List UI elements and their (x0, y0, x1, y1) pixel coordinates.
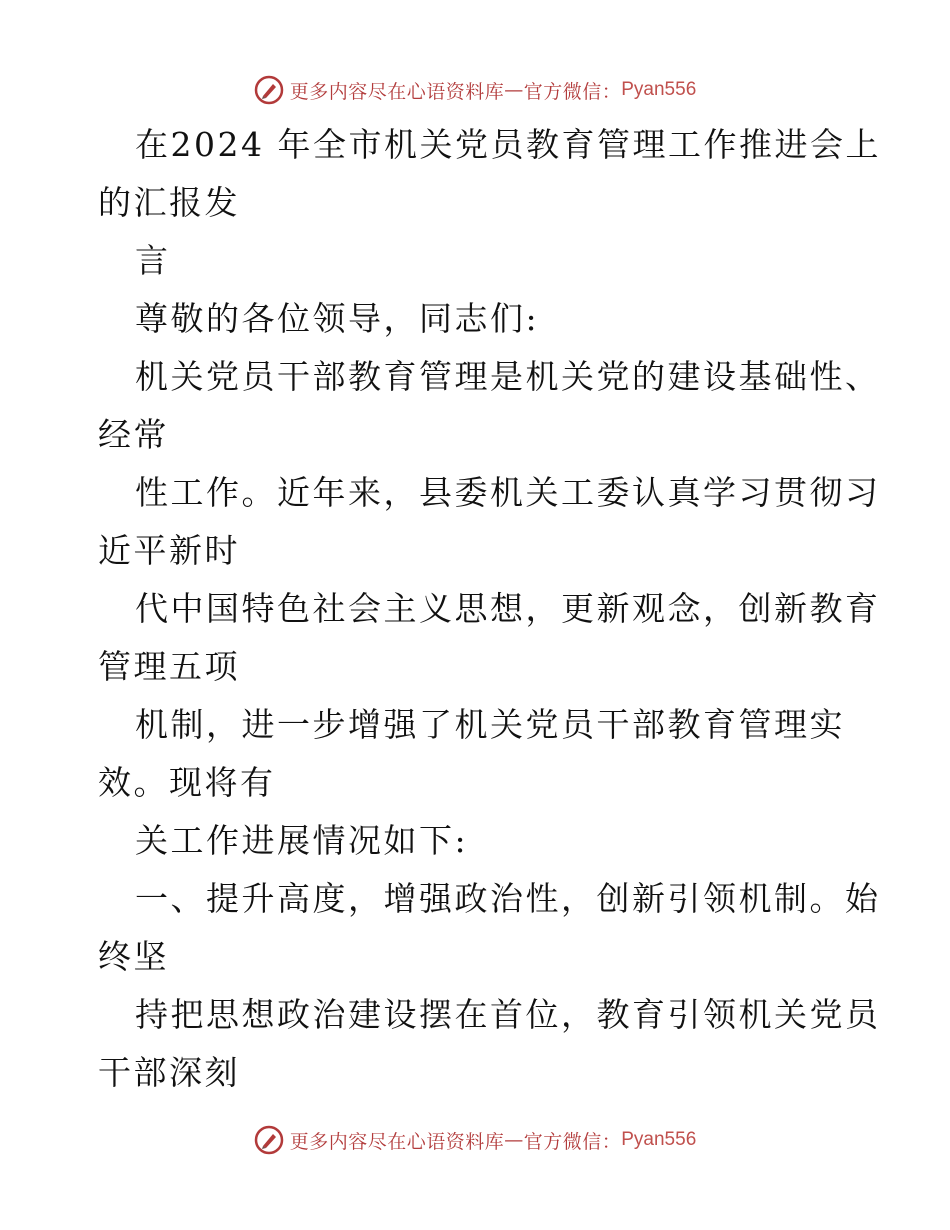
text-line: 言 (135, 241, 171, 280)
banner-dash: — (504, 1129, 524, 1151)
banner-site-name: 更多内容尽在心语资料库 (289, 1130, 505, 1153)
text-line: 机关党员干部教育管理是机关党的建设基础性、 (135, 357, 881, 396)
text-line: 性工作。近年来，县委机关工委认真学习贯彻习 (135, 473, 881, 512)
text-line: 在2024 年全市机关党员教育管理工作推进会上 (135, 125, 881, 164)
header-banner (0, 70, 950, 110)
text-line: 管理五项 (98, 647, 240, 686)
text-line: 尊敬的各位领导，同志们: (135, 299, 540, 338)
text-line: 的汇报发 (98, 183, 240, 222)
text-line: 机制，进一步增强了机关党员干部教育管理实 (135, 705, 845, 744)
pen-logo-icon (254, 75, 284, 105)
document-body (98, 116, 881, 1102)
banner-wechat-label: 官方微信： (523, 1130, 622, 1153)
footer-banner (0, 1120, 950, 1160)
text-line: 关工作进展情况如下: (135, 821, 469, 860)
text-line: 干部深刻 (98, 1053, 240, 1092)
text-line: 终坚 (98, 937, 169, 976)
banner-site-name: 更多内容尽在心语资料库 (289, 80, 505, 103)
text-line: 近平新时 (98, 531, 240, 570)
banner-wechat-id: Pyan556 (621, 1129, 697, 1150)
banner-wechat-label: 官方微信： (523, 80, 622, 103)
text-line: 经常 (98, 415, 169, 454)
pen-logo-icon (254, 1125, 284, 1155)
text-line: 效。现将有 (98, 763, 276, 802)
text-line: 一、提升高度，增强政治性，创新引领机制。始 (135, 879, 881, 918)
banner-dash: — (504, 79, 524, 101)
text-line: 持把思想政治建设摆在首位，教育引领机关党员 (135, 995, 881, 1034)
text-line: 代中国特色社会主义思想，更新观念，创新教育 (135, 589, 881, 628)
banner-wechat-id: Pyan556 (621, 79, 697, 100)
